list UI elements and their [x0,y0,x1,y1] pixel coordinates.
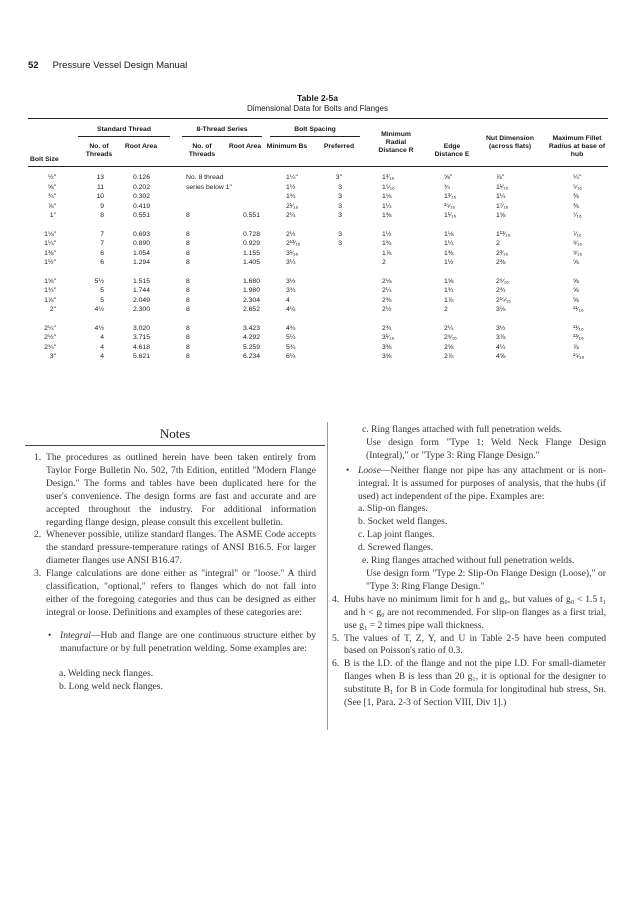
table-cell-std-root: 3.715 [132,334,150,341]
table-cell-std-root: 0.890 [132,240,150,247]
table-cell-std-threads: 6 [100,249,104,257]
table-cell-fillet: ⁹⁄₁₆ [573,240,583,247]
notes-rule [25,445,325,446]
table-cell-fillet: ⅝ [573,277,579,285]
table-cell-std-root: 0.302 [132,193,150,200]
table-cell-std-threads: 4 [100,343,104,351]
col-header-radial: Minimum Radial Distance R [378,131,414,154]
table-cell-radial: 1⅜ [382,212,392,219]
table-cell-edge: 2⁹⁄₁₆ [444,334,457,341]
table-cell-nut: 2¾ [496,287,506,294]
loose-example-e: e. Ring flanges attached without full penetration welds. [362,555,575,567]
table-cell-std-root: 0.551 [132,212,150,219]
table-cell-std-root: 2.049 [132,296,150,304]
page-header [28,60,187,71]
integral-definition: • Integral—Hub and flange are one continuous structure either by manufacture or by full penetration welding. Some examples are: [48,629,316,654]
integral-design-form: Use design form "Type 1: Weld Neck Flange Design (Integral)," or "Type 3: Ring Flange Design." [366,436,606,461]
group-rule-8thread [182,136,262,137]
table-cell-8-threads: 8 [186,249,190,257]
col-header-preferred: Preferred [323,143,355,150]
table-cell-std-root: 4.618 [132,343,150,351]
note-6: 6. B is the I.D. of the flange and not the pipe I.D. For small-diameter flanges when B is less than 20 g₁, it is optional for the designer to substitute B₁ for B in Code formula for longitudinal hub stress, Sн. (See [1, Para. 2-3 of Section VIII, Div 1].) [332,658,606,709]
table-cell-min-spacing: 5¾ [286,343,296,351]
table-cell-std-threads: 11 [96,183,104,191]
table-cell-std-root: 3.020 [132,324,150,332]
note-2: 2. Whenever possible, utilize standard flanges. The ASME Code accepts the standard pressure-temperature ratings of ANSI B16.5. For larger diameter flanges use ANSI B16.47. [34,529,316,567]
table-cell-std-threads: 13 [96,174,104,181]
note-1: 1. The procedures as outlined herein have been taken entirely from Taylor Forge Bulletin No. 502, 7th Edition, entitled "Modern Flange Design." The forms and tables have been duplicated here for the user's convenience. The design forms are fast and accurate and are accepted throughout the industry. For additional information regarding flange design, please consult this excellent bulletin. [34,452,316,528]
table-cell-bolt-size: ⅞" [47,202,56,210]
table-cell-8-root: 1.405 [242,259,260,266]
table-cell-8-root: 0.728 [242,230,260,238]
group-rule-spacing [270,136,360,137]
table-cell-bolt-size: ¾" [47,193,56,200]
notes-left-column [34,452,316,693]
table-cell-nut: 3⅛ [496,306,506,313]
table-cell-bolt-size: 2¼" [44,324,56,332]
table-cell-radial: 1³⁄₁₆ [382,174,395,181]
table-cell-edge: ¾ [444,183,450,191]
table-cell-min-spacing: 3¼ [286,259,296,266]
group-header-8thread: 8-Thread Series [196,126,248,133]
group-rule-standard [78,136,170,137]
table-cell-fillet: ⅜ [573,193,579,200]
table-cell-8-threads: 8 [186,230,190,238]
table-header-rule [28,166,608,167]
table-cell-bolt-size: 1⅝" [44,277,56,285]
table-cell-8-threads: 8 [186,277,190,285]
table-cell-radial: 1⅛ [382,193,392,200]
table-cell-fillet: ⁷⁄₁₆ [573,212,582,219]
table-cell-8-threads: 8 [186,287,190,294]
table-cell-nut: ⅞" [496,174,505,181]
table-cell-std-threads: 5 [100,287,104,294]
table-cell-8-threads: 8 [186,306,190,313]
table-cell-std-threads: 7 [100,230,104,238]
table-cell-std-root: 0.126 [132,174,150,181]
table-cell-nut: 4¼ [496,343,506,351]
table-cell-nut: 3⅞ [496,334,506,341]
table-cell-radial: 2¾ [382,324,392,332]
table-cell-min-spacing: 1¾ [286,193,296,200]
table-cell-8-threads: 8 [186,259,190,266]
table-cell-fillet: ⅜ [573,202,579,210]
table-cell-preferred: 3 [338,202,342,210]
table-cell-edge: 1¹⁄₁₆ [444,212,457,219]
table-cell-std-threads: 5½ [94,277,104,285]
table-cell-nut: 2¹⁵⁄₁₆ [496,296,512,304]
table-cell-nut: 1¼ [496,193,506,200]
table-cell-radial: 2½ [382,306,392,313]
table-cell-8-root: 0.551 [242,212,260,219]
table-cell-fillet: ⅝ [573,287,579,294]
table-cell-edge: ⅝" [444,174,453,181]
col-header-nut: Nut Dimension (across flats) [486,135,534,150]
table-cell-fillet: ¼" [573,174,582,181]
col-header-edge: Edge Distance E [434,143,470,158]
note-5: 5. The values of T, Z, Y, and U in Table 2-5 have been computed based on Poisson's ratio of 0.3. [332,632,606,657]
table-cell-min-spacing: 2½ [286,230,296,238]
loose-design-form: Use design form "Type 2: Slip-On Flange Design (Loose)," or "Type 3: Ring Flange Design." [366,567,606,592]
table-cell-edge: 2¼ [444,324,454,332]
table-cell-radial: 3⅜ [382,343,392,351]
table-cell-radial: 1½ [382,230,392,238]
table-cell-bolt-size: 1½" [44,259,56,266]
table-cell-edge: 2 [444,306,448,313]
col-header-fillet: Maximum Fillet Radius at base of hub [548,135,606,158]
table-cell-std-threads: 7 [100,240,104,247]
table-cell-8-threads: 8 [186,296,190,304]
table-title: Table 2-5a [297,93,338,103]
col-header-8-root: Root Area [228,143,262,150]
table-cell-min-spacing: 3½ [286,277,296,285]
loose-example-a: a. Slip-on flanges. [358,503,428,515]
table-cell-std-threads: 10 [96,193,104,200]
table-cell-fillet: ⅝ [573,259,579,266]
table-cell-std-root: 0.693 [132,230,150,238]
table-cell-8-threads: 8 [186,212,190,219]
table-cell-preferred: 3 [338,193,342,200]
table-cell-preferred: 3 [338,212,342,219]
table-cell-radial: 1⅞ [382,249,392,257]
table-cell-bolt-size: 1" [49,212,56,219]
table-cell-bolt-size: 1¼" [44,240,56,247]
table-cell-bolt-size: 1⅞" [44,296,56,304]
table-cell-edge: 1⅝ [444,277,454,285]
table-cell-std-threads: 4 [100,334,104,341]
table-cell-std-root: 1.744 [132,287,150,294]
table-cell-edge: 1⅞ [444,296,454,304]
table-cell-bolt-size: 2" [49,306,56,313]
table-cell-nut: 1¹⁄₁₆ [496,183,509,191]
table-cell-min-spacing: 1¼" [286,174,298,181]
table-cell-std-root: 1.515 [132,277,150,285]
table-cell-8-root: 2.304 [242,296,260,304]
table-cell-8-root: 1.680 [242,277,260,285]
table-cell-8-root: 6.234 [242,353,260,360]
table-cell-nut: 2³⁄₁₆ [496,249,509,257]
table-cell-fillet: ⅝ [573,296,579,304]
table-cell-bolt-size: 3" [49,353,56,360]
table-cell-std-threads: 6 [100,259,104,266]
table-cell-min-spacing: 6¼ [286,353,296,360]
table-cell-fillet: ⁷⁄₁₆ [573,230,582,238]
table-cell-radial: 3⅝ [382,353,392,360]
col-header-std-root: Root Area [124,143,158,150]
table-cell-radial: 2⅛ [382,277,392,285]
loose-definition: • Loose—Neither flange nor pipe has any attachment or is non-integral. It is assumed for purposes of analysis, that the hubs (if used) act independent of the pipe. Examples are: [346,464,606,502]
table-cell-fillet: ⁵⁄₁₆ [573,183,582,191]
table-cell-bolt-size: 1⅜" [44,249,56,257]
integral-example-c: c. Ring flanges attached with full penetration welds. [362,424,563,435]
table-cell-min-spacing: 3¹⁄₁₆ [286,249,299,257]
table-cell-edge: 2⅞ [444,353,454,360]
table-cell-8-threads: 8 [186,240,190,247]
table-cell-8-root: 0.929 [242,240,260,247]
loose-example-b: b. Socket weld flanges. [358,516,448,528]
table-cell-radial: 2 [382,259,386,266]
table-cell-std-threads: 9 [100,202,104,210]
table-cell-fillet: ¹¹⁄₁₆ [573,324,584,332]
table-cell-8-threads: No. 8 thread [186,174,224,181]
table-cell-edge: 1⅜ [444,249,454,257]
col-header-8-threads: No. of Threads [188,143,216,158]
table-cell-preferred: 3 [338,183,342,191]
table-cell-bolt-size: 1⅛" [44,230,56,238]
table-cell-8-threads: series below 1" [186,183,232,191]
table-cell-std-threads: 5 [100,296,104,304]
table-cell-std-root: 0.419 [132,202,150,210]
table-cell-preferred: 3 [338,230,342,238]
table-cell-min-spacing: 1½ [286,183,296,191]
table-cell-nut: 2⁹⁄₁₆ [496,277,509,285]
col-header-bolt-size: Bolt Size [30,156,59,163]
table-cell-nut: 3½ [496,324,506,332]
table-cell-nut: 1⁷⁄₁₆ [496,202,509,210]
column-divider [327,422,328,730]
table-cell-nut: 1¹³⁄₁₆ [496,230,511,238]
table-cell-edge: 1³⁄₁₆ [444,193,457,200]
table-cell-radial: 1⁵⁄₁₆ [382,183,395,191]
notes-right-column [332,424,606,710]
table-cell-bolt-size: ⅝" [47,183,56,191]
table-cell-std-root: 1.294 [132,259,150,266]
table-cell-radial: 1¼ [382,202,392,210]
table-cell-min-spacing: 4¼ [286,306,296,313]
table-cell-edge: ¹⁵⁄₁₆ [444,202,456,210]
table-cell-min-spacing: 5¼ [286,334,296,341]
table-cell-fillet: ¹⁵⁄₁₆ [573,353,585,360]
integral-example-a: a. Welding neck flanges. [59,667,154,679]
table-cell-radial: 2¼ [382,287,392,294]
table-cell-std-root: 0.202 [132,183,150,191]
table-subtitle: Dimensional Data for Bolts and Flanges [247,104,388,113]
table-cell-radial: 3¹⁄₁₆ [382,334,395,341]
table-cell-min-spacing: 4 [286,296,290,304]
table-cell-bolt-size: 2¾" [44,343,56,351]
page-number: 52 [28,60,39,71]
table-cell-nut: 2 [496,240,500,247]
table-cell-8-threads: 8 [186,334,190,341]
table-cell-fillet: ¹¹⁄₁₆ [573,306,584,313]
group-header-bolt-spacing: Bolt Spacing [294,126,336,133]
table-cell-edge: 1¼ [444,240,454,247]
table-cell-8-threads: 8 [186,353,190,360]
table-cell-radial: 2⅜ [382,296,392,304]
table-cell-nut: 4⅝ [496,353,506,360]
loose-example-c: c. Lap joint flanges. [358,529,435,541]
table-cell-edge: 1⅛ [444,230,454,238]
table-cell-std-threads: 4½ [94,324,104,332]
table-cell-preferred: 3" [335,174,342,181]
table-cell-std-root: 2.300 [132,306,150,313]
table-cell-edge: 2⅝ [444,343,454,351]
table-cell-edge: 1¾ [444,287,454,294]
col-header-min-spacing: Minimum Bs [266,143,308,150]
group-header-standard-thread: Standard Thread [96,126,151,133]
table-cell-bolt-size: 2½" [44,334,56,341]
table-cell-std-root: 5.621 [132,353,150,360]
table-cell-std-threads: 8 [100,212,104,219]
table-cell-8-root: 4.292 [242,334,260,341]
table-cell-8-root: 2.652 [242,306,260,313]
table-cell-fillet: ⅞ [573,343,579,351]
table-cell-8-root: 5.259 [242,343,260,351]
notes-title: Notes [159,426,191,441]
table-cell-bolt-size: 1¾" [44,287,56,294]
table-cell-8-root: 1.155 [242,249,260,257]
table-cell-8-root: 1.980 [242,287,260,294]
note-3: 3. Flange calculations are done either as "integral" or "loose." A third classification, "optional," refers to flanges which do not fall into either of the foregoing categories and thus can be designed as either integral or loose. Definitions and examples of these categories are: [34,568,316,618]
table-cell-preferred: 3 [338,240,342,247]
table-cell-bolt-size: ½" [47,174,56,181]
table-top-rule [28,118,608,119]
table-cell-nut: 2⅜ [496,259,506,266]
note-4: 4. Hubs have no minimum limit for h and g₀, but values of g₀ < 1.5 t₁ and h < g₀ are not recommended. For slip-on flanges as a first trial, use g₁ = 2 times pipe wall thickness. [332,593,606,631]
table-cell-fillet: ⁹⁄₁₆ [573,249,583,257]
running-title: Pressure Vessel Design Manual [52,60,188,71]
table-cell-8-threads: 8 [186,343,190,351]
table-cell-edge: 1½ [444,259,454,266]
table-cell-fillet: ¹³⁄₁₆ [573,334,584,341]
table-cell-8-threads: 8 [186,324,190,332]
table-cell-radial: 1¾ [382,240,392,247]
table-cell-min-spacing: 2¼ [286,212,296,219]
table-cell-min-spacing: 2¹⁄₁₆ [286,202,299,210]
table-cell-std-threads: 4 [100,353,104,360]
table-cell-min-spacing: 2¹³⁄₁₆ [286,240,301,247]
col-header-std-threads: No. of Threads [85,143,113,158]
loose-example-d: d. Screwed flanges. [358,542,434,554]
table-cell-std-root: 1.054 [132,249,150,257]
table-cell-min-spacing: 3¾ [286,287,296,294]
table-cell-std-threads: 4½ [94,306,104,313]
integral-example-b: b. Long weld neck flanges. [59,680,163,692]
table-cell-min-spacing: 4¾ [286,324,296,332]
table-cell-8-root: 3.423 [242,324,260,332]
table-cell-nut: 1⅝ [496,212,506,219]
